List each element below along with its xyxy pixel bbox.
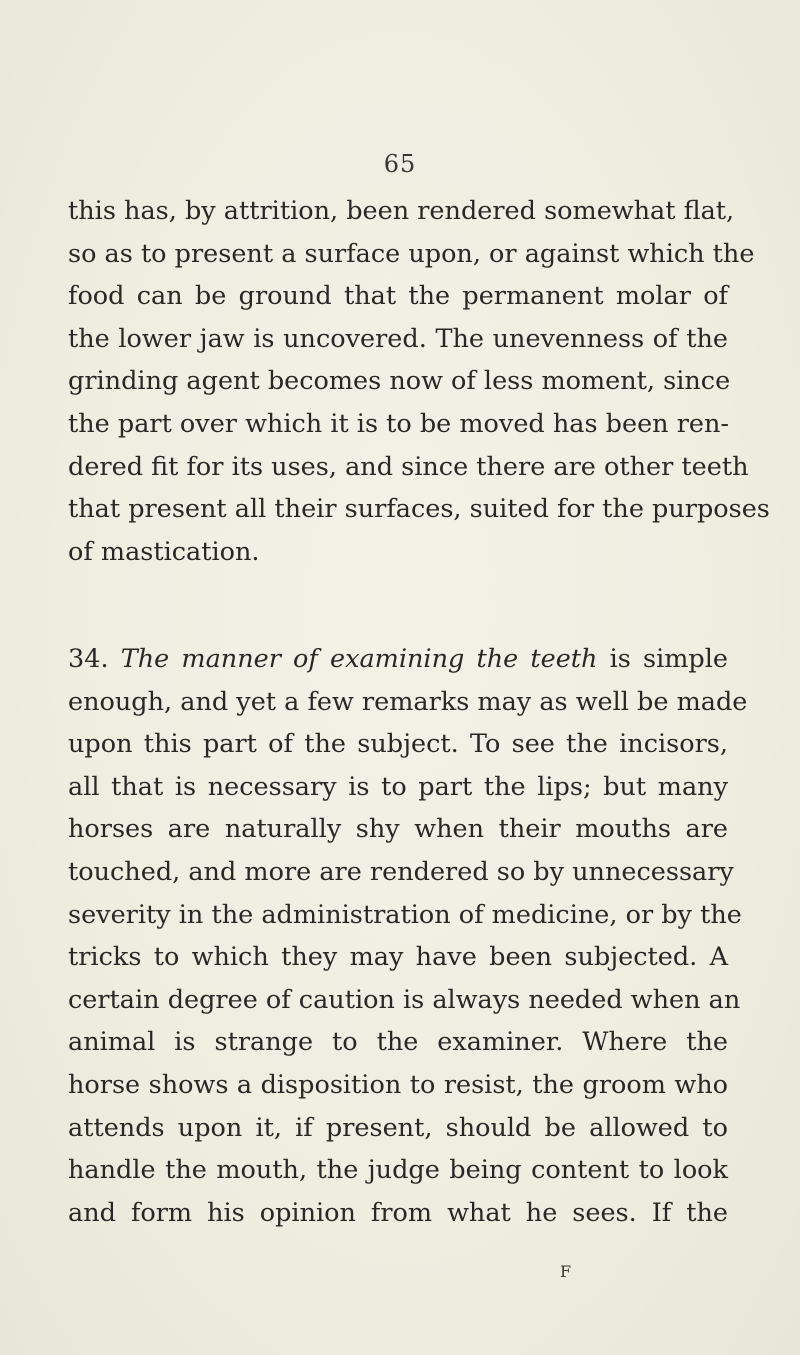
text-line: upon this part of the subject. To see the incisors, — [68, 729, 728, 760]
section-lead-text: is simple — [609, 644, 729, 674]
text-line: and form his opinion from what he sees. If the — [68, 1197, 728, 1228]
text-line: touched, and more are rendered so by unnecessary — [68, 856, 734, 887]
text-line: enough, and yet a few remarks may as well be made — [68, 686, 748, 717]
page-number: 65 — [383, 150, 417, 178]
section-number: 34. — [68, 644, 109, 674]
text-line: this has, by attrition, been rendered somewhat flat, — [68, 196, 735, 226]
text-line: animal is strange to the examiner. Where the — [68, 1027, 728, 1058]
text-line: tricks to which they may have been subjected. A — [68, 942, 728, 973]
text-line: attends upon it, if present, should be allowed to — [68, 1112, 728, 1143]
text-line: horse shows a disposition to resist, the groom who — [68, 1069, 728, 1100]
text-line: all that is necessary is to part the lips; but many — [68, 771, 728, 802]
text-line: the lower jaw is uncovered. The unevenness of the — [68, 323, 728, 354]
text-line: that present all their surfaces, suited for the purposes — [68, 494, 770, 525]
text-line: dered fit for its uses, and since there are other teeth — [68, 451, 749, 482]
text-line: grinding agent becomes now of less moment, since — [68, 366, 731, 397]
text-line: horses are naturally shy when their mouths are — [68, 814, 728, 845]
text-line: certain degree of caution is always needed when an — [68, 984, 741, 1015]
paragraph-2 — [68, 638, 748, 1234]
paragraph-1 — [68, 190, 770, 573]
text-line: of mastication. — [68, 536, 260, 567]
text-line: so as to present a surface upon, or against which the — [68, 238, 755, 269]
text-line-heading — [68, 638, 728, 681]
signature-mark: F — [560, 1262, 572, 1281]
section-title: The manner of examining the teeth — [120, 644, 598, 674]
text-line: severity in the administration of medicine, or by the — [68, 899, 742, 930]
text-line: the part over which it is to be moved has been ren- — [68, 408, 730, 439]
text-line: handle the mouth, the judge being content to look — [68, 1155, 728, 1186]
text-line: food can be ground that the permanent molar of — [68, 281, 728, 312]
